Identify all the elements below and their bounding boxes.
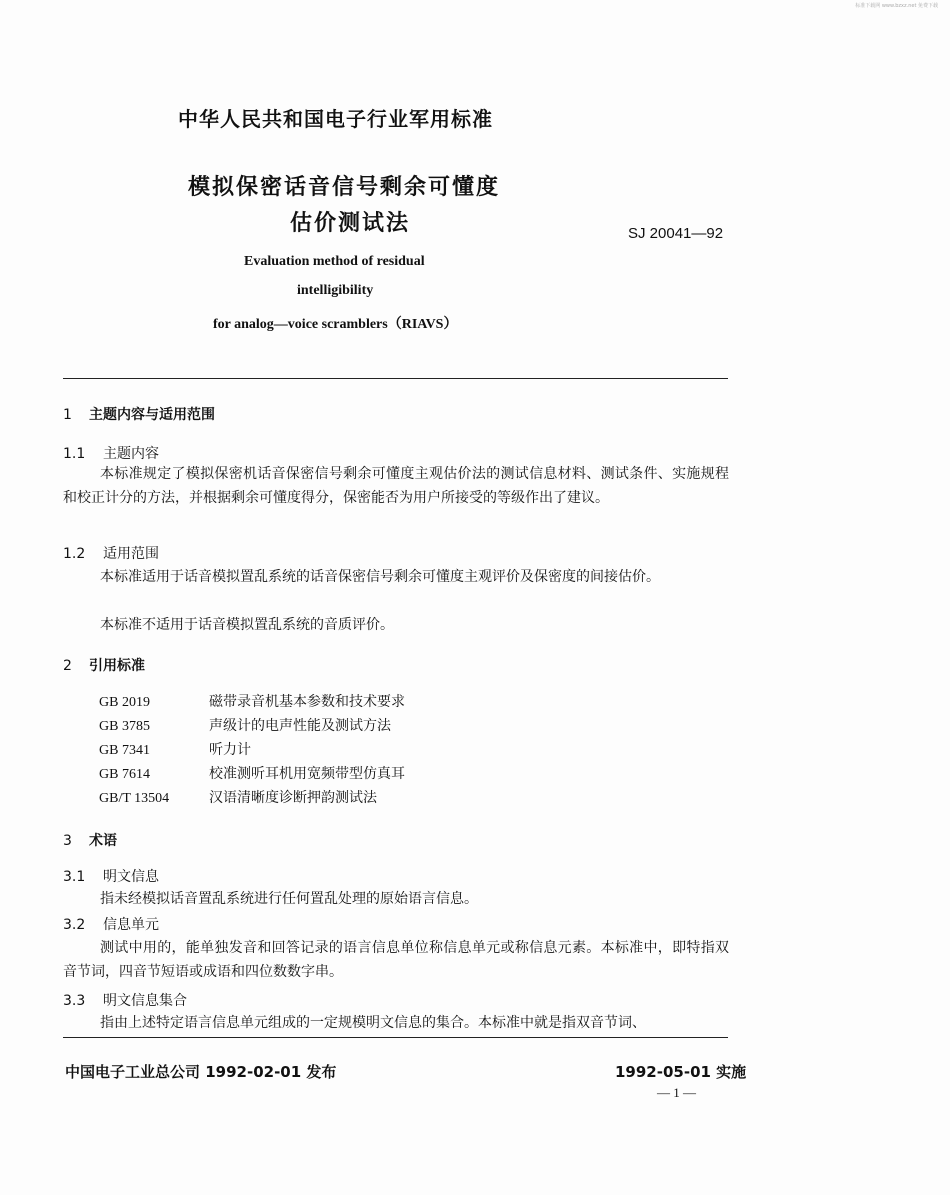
section-3-2-heading	[63, 914, 159, 934]
section-2-heading	[63, 655, 145, 675]
subsection-number: 3.3	[63, 993, 86, 1009]
english-title-line-2: intelligibility	[297, 283, 374, 298]
section-title: 主题内容与适用范围	[89, 407, 215, 423]
effective-date-line: 1992-05-01 实施	[615, 1063, 747, 1081]
section-3-3-paragraph: 指由上述特定语言信息单元组成的一定规模明文信息的集合。本标准中就是指双音节词、	[100, 1015, 646, 1031]
reference-code: GB 3785	[99, 719, 150, 734]
subsection-number: 1.2	[63, 546, 86, 562]
section-1-heading	[63, 404, 215, 424]
subsection-title: 明文信息集合	[103, 993, 187, 1009]
reference-row	[99, 738, 405, 762]
page-number: — 1 —	[657, 1085, 696, 1100]
reference-row	[99, 762, 405, 786]
section-title: 引用标准	[89, 658, 145, 674]
reference-name: 磁带录音机基本参数和技术要求	[209, 694, 405, 710]
section-3-3-heading	[63, 990, 187, 1010]
english-title-line-1: Evaluation method of residual	[244, 254, 425, 269]
section-1-1-paragraph: 本标准规定了模拟保密机话音保密信号剩余可懂度主观估价法的测试信息材料、测试条件、实施规程和校正计分的方法，并根据剩余可懂度得分，保密能否为用户所接受的等级作出了建议。	[63, 466, 729, 506]
section-title: 术语	[89, 833, 117, 849]
referenced-standards-list	[99, 690, 405, 810]
standard-code: SJ 20041—92	[628, 225, 724, 242]
reference-row	[99, 690, 405, 714]
section-3-2-paragraph: 测试中用的，能单独发音和回答记录的语言信息单位称信息单元或称信息元素。本标准中，即特指双音节词，四音节短语或成语和四位数数字串。	[63, 940, 729, 980]
reference-row	[99, 714, 405, 738]
subsection-title: 适用范围	[103, 546, 159, 562]
subsection-title: 主题内容	[103, 446, 159, 462]
section-3-1-paragraph: 指未经模拟话音置乱系统进行任何置乱处理的原始语言信息。	[100, 891, 478, 907]
reference-code: GB 7614	[99, 767, 150, 782]
footer-divider	[63, 1037, 728, 1038]
reference-code: GB/T 13504	[99, 791, 170, 806]
subsection-number: 3.1	[63, 869, 86, 885]
section-1-1-heading	[63, 443, 159, 463]
issuing-standard-category: 中华人民共和国电子行业军用标准	[178, 107, 493, 131]
reference-name: 声级计的电声性能及测试方法	[209, 718, 391, 734]
reference-name: 汉语清晰度诊断押韵测试法	[209, 790, 377, 806]
section-number: 3	[63, 833, 72, 849]
reference-code: GB 7341	[99, 743, 150, 758]
subsection-title: 明文信息	[103, 869, 159, 885]
reference-name: 校准测听耳机用宽频带型仿真耳	[209, 766, 405, 782]
section-number: 1	[63, 407, 72, 423]
english-title-line-3: for analog—voice scramblers（RIAVS）	[213, 317, 458, 332]
section-1-2-heading	[63, 543, 159, 563]
section-1-2-paragraph-2: 本标准不适用于话音模拟置乱系统的音质评价。	[100, 617, 394, 633]
section-3-1-heading	[63, 866, 159, 886]
title-line-2: 估价测试法	[290, 211, 411, 236]
section-3-heading	[63, 830, 117, 850]
section-number: 2	[63, 658, 72, 674]
title-line-1: 模拟保密话音信号剩余可懂度	[188, 175, 501, 200]
reference-name: 听力计	[209, 742, 251, 758]
subsection-number: 1.1	[63, 446, 86, 462]
corner-watermark: 标准下载网 www.bzxz.net 免费下载	[855, 3, 938, 9]
issue-date-line: 中国电子工业总公司 1992-02-01 发布	[65, 1063, 337, 1081]
section-1-2-paragraph-1: 本标准适用于话音模拟置乱系统的话音保密信号剩余可懂度主观评价及保密度的间接估价。	[100, 569, 660, 585]
subsection-number: 3.2	[63, 917, 86, 933]
header-divider	[63, 378, 728, 379]
subsection-title: 信息单元	[103, 917, 159, 933]
reference-row	[99, 786, 405, 810]
reference-code: GB 2019	[99, 695, 150, 710]
